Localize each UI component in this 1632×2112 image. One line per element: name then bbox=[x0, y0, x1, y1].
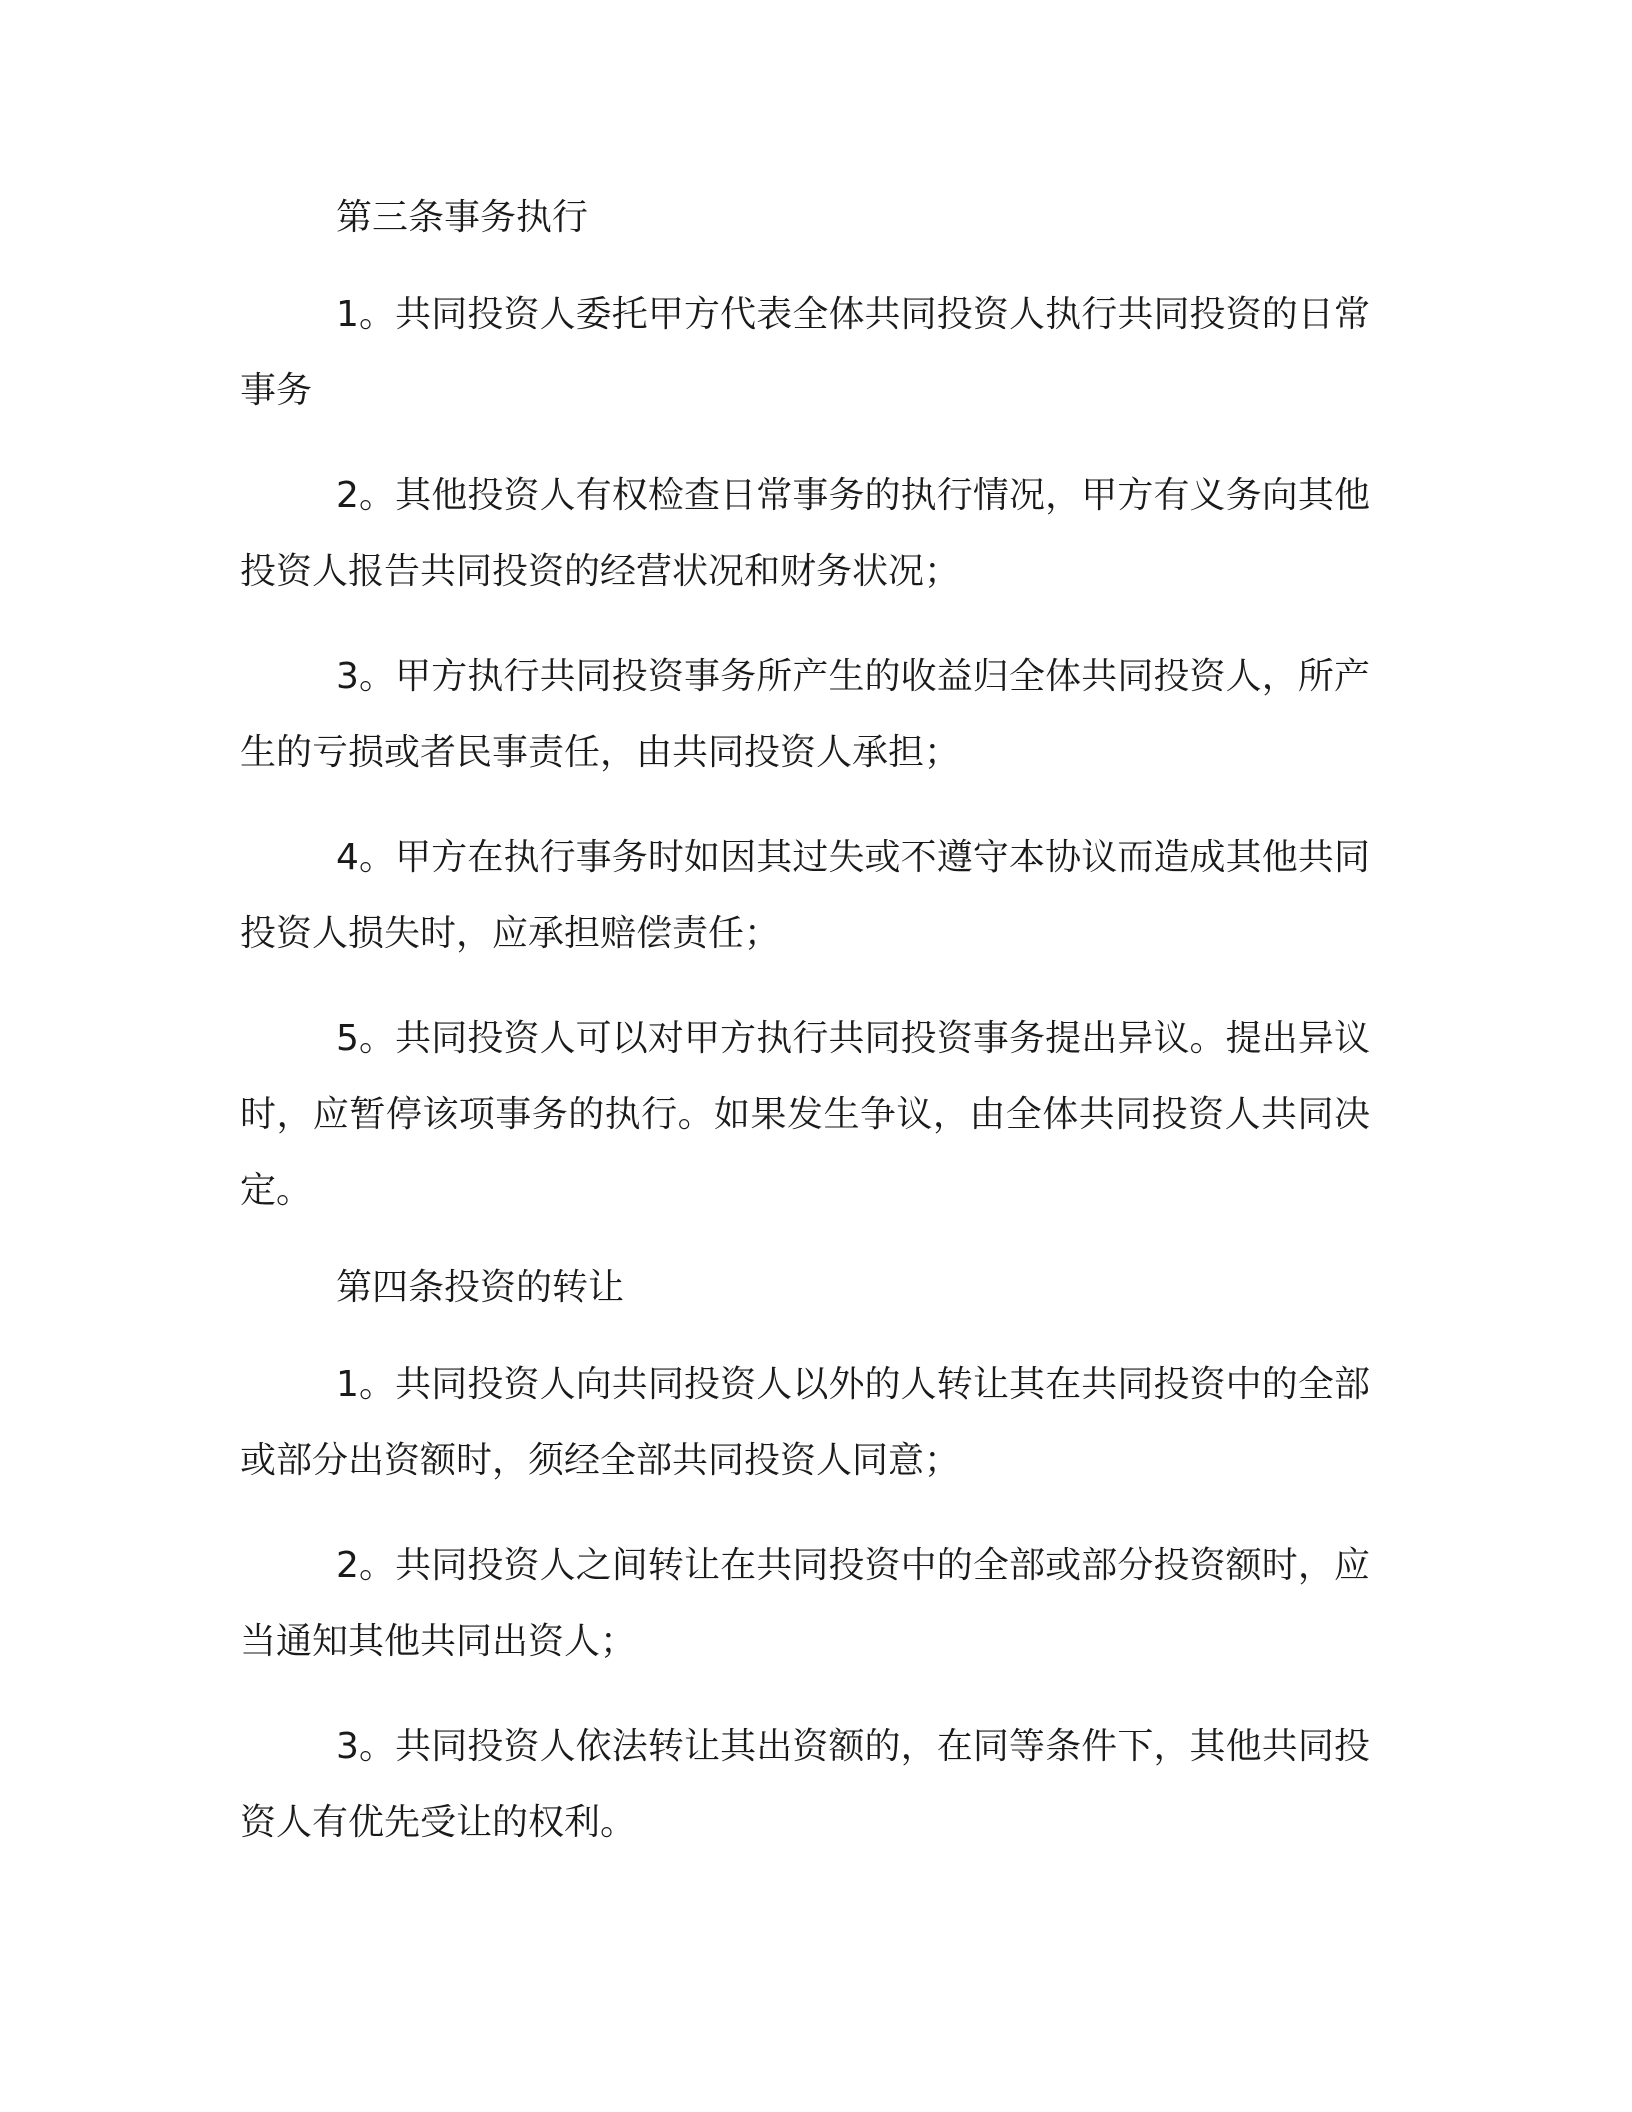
article-3-item-5: 5。共同投资人可以对甲方执行共同投资事务提出异议。提出异议时，应暂停该项事务的执行。如果发生争议，由全体共同投资人共同决定。 bbox=[240, 1018, 1370, 1211]
article-4-item-3: 3。共同投资人依法转让其出资额的，在同等条件下，其他共同投资人有优先受让的权利。 bbox=[240, 1726, 1370, 1843]
article-3-item-1: 1。共同投资人委托甲方代表全体共同投资人执行共同投资的日常事务 bbox=[240, 294, 1370, 411]
article-3-item-2: 2。其他投资人有权检查日常事务的执行情况，甲方有义务向其他投资人报告共同投资的经营状况和财务状况； bbox=[240, 475, 1370, 592]
article-3-item-4: 4。甲方在执行事务时如因其过失或不遵守本协议而造成其他共同投资人损失时，应承担赔偿责任； bbox=[240, 837, 1370, 954]
article-4-item-2: 2。共同投资人之间转让在共同投资中的全部或部分投资额时，应当通知其他共同出资人； bbox=[240, 1545, 1370, 1662]
article-4-item-1: 1。共同投资人向共同投资人以外的人转让其在共同投资中的全部或部分出资额时，须经全部共同投资人同意； bbox=[240, 1364, 1370, 1481]
document-body bbox=[240, 188, 1370, 1890]
article-3-heading: 第三条事务执行 bbox=[336, 197, 589, 238]
article-4-heading: 第四条投资的转让 bbox=[336, 1267, 625, 1308]
article-3-item-3: 3。甲方执行共同投资事务所产生的收益归全体共同投资人，所产生的亏损或者民事责任，由共同投资人承担； bbox=[240, 656, 1370, 773]
